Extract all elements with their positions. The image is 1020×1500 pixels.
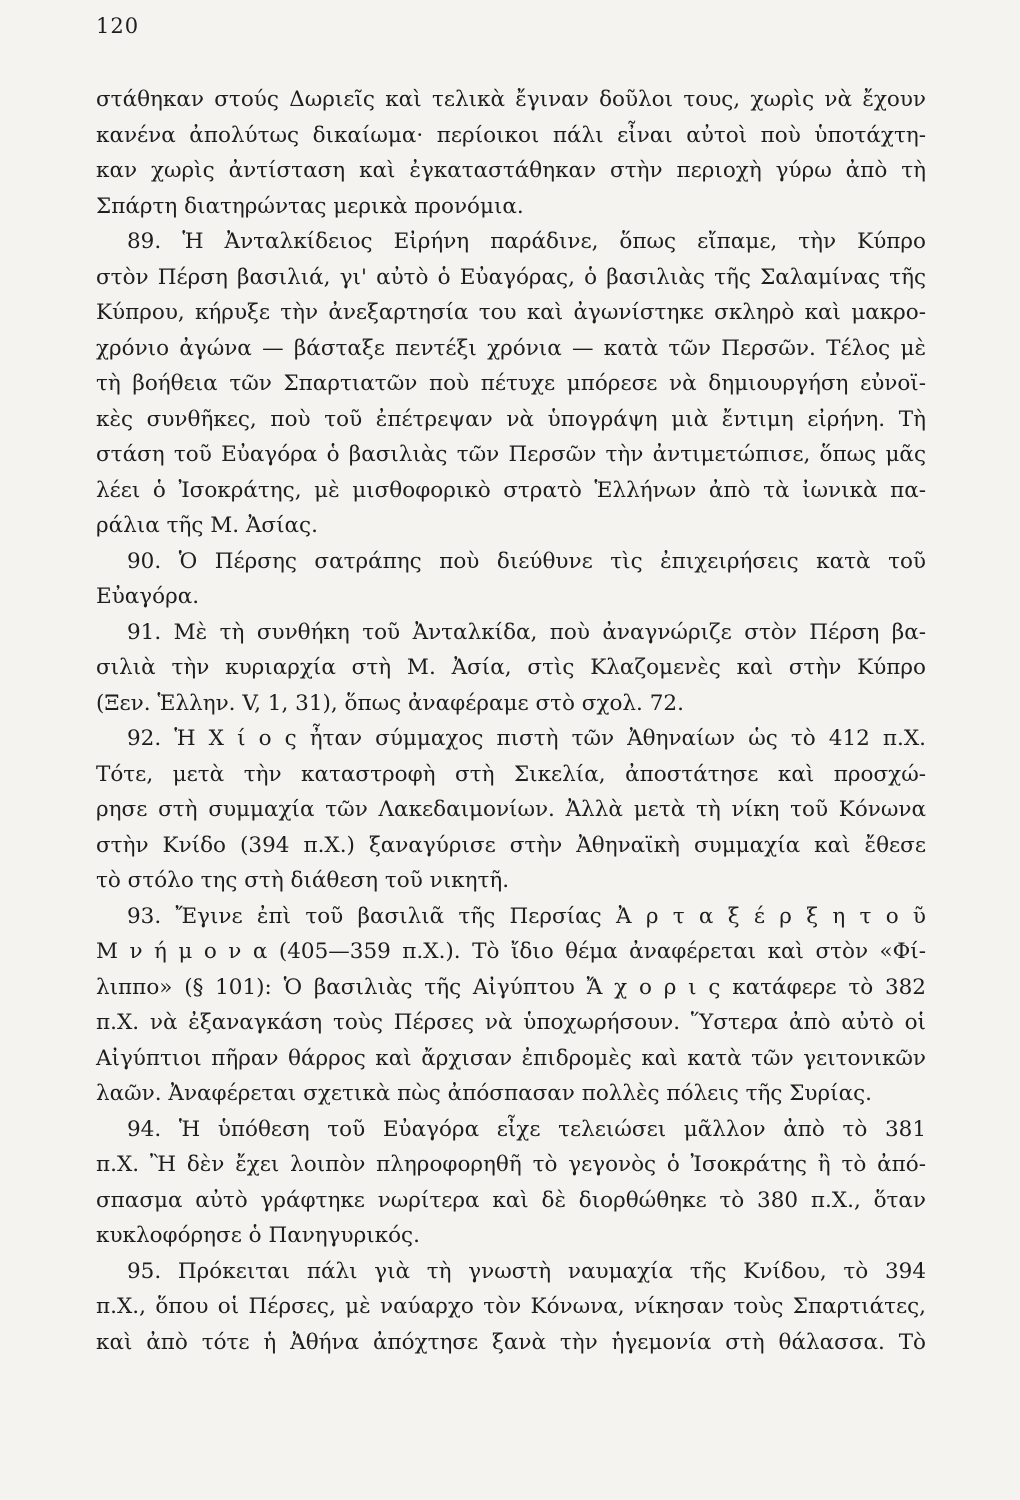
text-line: καὶ ἀπὸ τότε ἡ Ἀθήνα ἀπόχτησε ξανὰ τὴν ἡγεμονία στὴ θάλασσα. Τὸ	[96, 1329, 926, 1355]
text-line: κὲς συνθῆκες, ποὺ τοῦ ἐπέτρεψαν νὰ ὑπογράψη μιὰ ἔντιμη εἰρήνη. Τὴ	[96, 406, 926, 432]
text-line: τὸ στόλο της στὴ διάθεση τοῦ νικητῆ.	[96, 868, 510, 893]
text-line: σιλιὰ τὴν κυριαρχία στὴ Μ. Ἀσία, στὶς Κλαζομενὲς καὶ στὴν Κύπρο	[96, 655, 926, 680]
text-line: Σπάρτη διατηρώντας μερικὰ προνόμια.	[96, 193, 524, 219]
note-95-start: 95. Πρόκειται πάλι γιὰ τὴ γνωστὴ ναυμαχία τῆς Κνίδου, τὸ 394	[127, 1258, 926, 1284]
text-line: λαῶν. Ἀναφέρεται σχετικὰ πὼς ἀπόσπασαν πολλὲς πόλεις τῆς Συρίας.	[96, 1081, 872, 1106]
text-line: π.Χ., ὅπου οἱ Πέρσες, μὲ ναύαρχο τὸν Κόνωνα, νίκησαν τοὺς Σπαρτιάτες,	[96, 1294, 926, 1319]
text-line: Εὐαγόρα.	[96, 584, 200, 609]
text-line: λιππο» (§ 101): Ὁ βασιλιὰς τῆς Αἰγύπτου Ἄ χ ο ρ ι ς κατάφερε τὸ 382	[96, 974, 926, 1000]
text-line: ράλια τῆς Μ. Ἀσίας.	[96, 513, 318, 538]
note-91-start: 91. Μὲ τὴ συνθήκη τοῦ Ἀνταλκίδα, ποὺ ἀναγνώριζε στὸν Πέρση βα-	[127, 619, 926, 645]
text-line: στὸν Πέρση βασιλιά, γι' αὐτὸ ὁ Εὐαγόρας, ὁ βασιλιὰς τῆς Σαλαμίνας τῆς	[96, 264, 926, 290]
text-line: σπασμα αὐτὸ γράφτηκε νωρίτερα καὶ δὲ διορθώθηκε τὸ 380 π.Χ., ὅταν	[96, 1187, 926, 1213]
note-92-start: 92. Ἡ Χ ί ο ς ἦταν σύμμαχος πιστὴ τῶν Ἀθηναίων ὡς τὸ 412 π.Χ.	[127, 726, 926, 751]
text-line: Τότε, μετὰ τὴν καταστροφὴ στὴ Σικελία, ἀποστάτησε καὶ προσχώ-	[96, 761, 926, 787]
note-93-start: 93. Ἔγινε ἐπὶ τοῦ βασιλιᾶ τῆς Περσίας Ἀ ρ τ α ξ έ ρ ξ η τ ο ῦ	[127, 903, 926, 929]
note-89-start: 89. Ἡ Ἀνταλκίδειος Εἰρήνη παράδινε, ὅπως εἴπαμε, τὴν Κύπρο	[127, 229, 926, 254]
text-line: (Ξεν. Ἑλλην. V, 1, 31), ὅπως ἀναφέραμε στὸ σχολ. 72.	[96, 690, 684, 716]
text-line: ρησε στὴ συμμαχία τῶν Λακεδαιμονίων. Ἀλλὰ μετὰ τὴ νίκη τοῦ Κόνωνα	[96, 797, 926, 822]
text-line: Κύπρου, κήρυξε τὴν ἀνεξαρτησία του καὶ ἀγωνίστηκε σκληρὸ καὶ μακρο-	[96, 300, 926, 325]
text-line: τὴ βοήθεια τῶν Σπαρτιατῶν ποὺ πέτυχε μπόρεσε νὰ δημιουργήση εὐνοϊ-	[96, 371, 926, 396]
text-line: Μ ν ή μ ο ν α (405—359 π.Χ.). Τὸ ἴδιο θέμα ἀναφέρεται καὶ στὸν «Φί-	[96, 939, 926, 964]
note-94-start: 94. Ἡ ὑπόθεση τοῦ Εὐαγόρα εἶχε τελειώσει μᾶλλον ἀπὸ τὸ 381	[127, 1116, 926, 1142]
text-line: Αἰγύπτιοι πῆραν θάρρος καὶ ἄρχισαν ἐπιδρομὲς καὶ κατὰ τῶν γειτονικῶν	[96, 1045, 926, 1071]
text-line: π.Χ. Ἢ δὲν ἔχει λοιπὸν πληροφορηθῆ τὸ γεγονὸς ὁ Ἰσοκράτης ἢ τὸ ἀπό-	[96, 1152, 926, 1177]
text-line: π.Χ. νὰ ἐξαναγκάση τοὺς Πέρσες νὰ ὑποχωρήσουν. Ὕστερα ἀπὸ αὐτὸ οἱ	[96, 1010, 926, 1035]
note-90-start: 90. Ὁ Πέρσης σατράπης ποὺ διεύθυνε τὶς ἐπιχειρήσεις κατὰ τοῦ	[127, 548, 926, 574]
body-text	[96, 82, 926, 1360]
text-line: λέει ὁ Ἰσοκράτης, μὲ μισθοφορικὸ στρατὸ Ἑλλήνων ἀπὸ τὰ ἰωνικὰ πα-	[96, 477, 926, 503]
text-line: στάση τοῦ Εὐαγόρα ὁ βασιλιὰς τῶν Περσῶν τὴν ἀντιμετώπισε, ὅπως μᾶς	[96, 442, 926, 467]
text-line: καν χωρὶς ἀντίσταση καὶ ἐγκαταστάθηκαν στὴν περιοχὴ γύρω ἀπὸ τὴ	[96, 158, 926, 183]
text-line: κανένα ἀπολύτως δικαίωμα· περίοικοι πάλι εἶναι αὐτοὶ ποὺ ὑποτάχτη-	[96, 122, 926, 148]
text-line: στάθηκαν στούς Δωριεῖς καὶ τελικὰ ἔγιναν δοῦλοι τους, χωρὶς νὰ ἔχουν	[96, 87, 926, 112]
text-line: στὴν Κνίδο (394 π.Χ.) ξαναγύρισε στὴν Ἀθηναϊκὴ συμμαχία καὶ ἔθεσε	[96, 832, 926, 858]
page-number: 120	[96, 14, 140, 38]
text-line: κυκλοφόρησε ὁ Πανηγυρικός.	[96, 1223, 420, 1248]
text-line: χρόνιο ἀγώνα — βάσταξε πεντέξι χρόνια — κατὰ τῶν Περσῶν. Τέλος μὲ	[96, 335, 926, 361]
